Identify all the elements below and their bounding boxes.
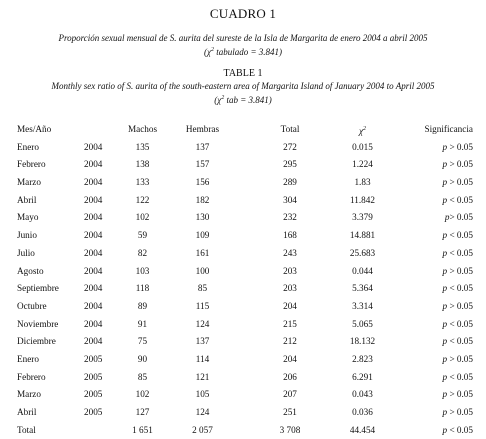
cell-significancia bbox=[418, 404, 473, 422]
cell-machos: 91 bbox=[137, 318, 148, 329]
cell-year: 2005 bbox=[84, 407, 103, 417]
cell-year: 2004 bbox=[84, 230, 103, 241]
cell-chi: 0.015 bbox=[352, 141, 373, 152]
table-row bbox=[0, 263, 486, 281]
p-symbol: p bbox=[442, 371, 448, 382]
caption-en-chi-value: tab = 3.841) bbox=[224, 95, 272, 105]
cell-significancia bbox=[418, 422, 473, 439]
cell-month: Junio bbox=[17, 230, 37, 241]
cell-machos: 102 bbox=[135, 389, 150, 400]
cell-month: Octubre bbox=[17, 300, 47, 311]
cell-total: 243 bbox=[283, 247, 297, 258]
cell-chi: 14.881 bbox=[349, 230, 376, 241]
cell-machos: 102 bbox=[135, 212, 150, 223]
p-symbol: p bbox=[442, 265, 448, 276]
p-symbol: p bbox=[442, 424, 448, 435]
table-row bbox=[0, 298, 486, 316]
cell-significancia bbox=[418, 174, 473, 192]
table-row bbox=[0, 192, 486, 210]
p-value: > 0.05 bbox=[449, 212, 473, 223]
cell-hembras: 124 bbox=[195, 318, 210, 329]
cell-total: 251 bbox=[283, 407, 297, 417]
cell-total: 204 bbox=[283, 353, 297, 364]
table-row bbox=[0, 333, 486, 351]
cell-month: Total bbox=[17, 424, 36, 435]
cell-hembras: 137 bbox=[195, 141, 210, 152]
cell-total: 289 bbox=[283, 177, 297, 188]
p-value: > 0.05 bbox=[447, 407, 473, 417]
caption-en bbox=[0, 80, 486, 106]
cell-significancia bbox=[418, 209, 473, 227]
cell-hembras: 156 bbox=[195, 177, 210, 188]
cell-machos: 59 bbox=[137, 230, 148, 241]
cell-machos: 75 bbox=[137, 336, 148, 347]
table-row bbox=[0, 209, 486, 227]
cell-total: 203 bbox=[283, 265, 297, 276]
cell-year: 2004 bbox=[84, 177, 103, 188]
p-value: > 0.05 bbox=[447, 177, 473, 188]
cell-machos: 103 bbox=[135, 265, 150, 276]
p-symbol: p bbox=[442, 336, 448, 347]
caption-en-line2 bbox=[0, 92, 486, 106]
cell-total: 212 bbox=[283, 336, 297, 347]
cell-significancia bbox=[418, 280, 473, 298]
header-hembras: Hembras bbox=[185, 124, 220, 134]
cell-chi: 6.291 bbox=[352, 371, 373, 382]
cell-year: 2004 bbox=[84, 212, 103, 223]
cell-hembras: 114 bbox=[195, 353, 210, 364]
cell-month: Diciembre bbox=[17, 336, 56, 347]
cell-machos: 122 bbox=[135, 194, 150, 205]
p-value: > 0.05 bbox=[447, 159, 473, 170]
p-value: < 0.05 bbox=[447, 318, 473, 329]
p-value: > 0.05 bbox=[447, 141, 473, 152]
cell-month: Agosto bbox=[17, 265, 44, 276]
cell-total: 207 bbox=[283, 389, 297, 400]
p-value: > 0.05 bbox=[447, 389, 473, 400]
caption-es-chi-sup: 2 bbox=[210, 47, 214, 53]
p-symbol: p bbox=[442, 230, 448, 241]
p-symbol: p bbox=[442, 283, 448, 294]
table-row bbox=[0, 351, 486, 369]
p-symbol: p bbox=[442, 141, 448, 152]
cell-chi: 0.036 bbox=[352, 407, 373, 417]
cell-significancia bbox=[418, 227, 473, 245]
cell-chi: 0.043 bbox=[352, 389, 373, 400]
p-symbol: p bbox=[442, 300, 448, 311]
cell-total: 206 bbox=[283, 371, 297, 382]
header-total: Total bbox=[280, 124, 300, 134]
cell-month: Julio bbox=[17, 247, 35, 258]
header-machos: Machos bbox=[127, 124, 158, 134]
p-symbol: p bbox=[444, 212, 450, 223]
cell-machos: 1 651 bbox=[132, 424, 153, 435]
cell-total: 3 708 bbox=[279, 424, 301, 435]
cell-hembras: 182 bbox=[195, 194, 210, 205]
cell-year: 2004 bbox=[84, 265, 103, 276]
caption-es-chi-value: tabulado = 3.841) bbox=[213, 47, 283, 57]
cell-machos: 89 bbox=[137, 300, 148, 311]
cell-significancia bbox=[418, 139, 473, 157]
p-value: < 0.05 bbox=[447, 194, 473, 205]
header-chi-symbol: χ bbox=[358, 126, 364, 137]
cell-machos: 82 bbox=[137, 247, 148, 258]
caption-es bbox=[0, 32, 486, 58]
p-value: < 0.05 bbox=[447, 336, 473, 347]
table-title-es: CUADRO 1 bbox=[209, 6, 277, 21]
cell-hembras: 109 bbox=[195, 230, 210, 241]
table-body bbox=[0, 139, 486, 439]
cell-total: 232 bbox=[283, 212, 297, 223]
cell-year: 2005 bbox=[84, 371, 103, 382]
p-value: > 0.05 bbox=[447, 300, 473, 311]
cell-chi: 2.823 bbox=[352, 353, 373, 364]
p-symbol: p bbox=[442, 407, 448, 417]
cell-hembras: 157 bbox=[195, 159, 210, 170]
cell-month: Abril bbox=[17, 407, 37, 417]
caption-en-line1: Monthly sex ratio of S. aurita of the south-eastern area of Margarita Island of January 2004 to April 2005 bbox=[51, 81, 435, 91]
cell-machos: 118 bbox=[135, 283, 150, 294]
cell-total: 295 bbox=[283, 159, 297, 170]
caption-es-line1: Proporción sexual mensual de S. aurita del sureste de la Isla de Margarita de enero 2004 a abril 2005 bbox=[58, 33, 428, 43]
cell-hembras: 85 bbox=[197, 283, 208, 294]
cell-hembras: 130 bbox=[195, 212, 210, 223]
cell-significancia bbox=[418, 316, 473, 334]
cell-hembras: 2 057 bbox=[192, 424, 213, 435]
table-title-en: TABLE 1 bbox=[223, 68, 263, 79]
cell-machos: 127 bbox=[135, 407, 150, 417]
cell-month: Enero bbox=[17, 353, 39, 364]
cell-chi: 3.314 bbox=[352, 300, 373, 311]
caption-es-paren: ( bbox=[203, 47, 207, 57]
table-total-row bbox=[0, 422, 486, 439]
p-value: < 0.05 bbox=[447, 371, 473, 382]
p-symbol: p bbox=[442, 194, 448, 205]
cell-machos: 90 bbox=[137, 353, 148, 364]
cell-chi: 0.044 bbox=[352, 265, 373, 276]
cell-total: 204 bbox=[283, 300, 297, 311]
header-significancia: Significancia bbox=[424, 124, 473, 134]
cell-chi: 5.065 bbox=[352, 318, 373, 329]
cell-significancia bbox=[418, 156, 473, 174]
p-symbol: p bbox=[442, 159, 448, 170]
header-mes: Mes/Año bbox=[17, 124, 52, 134]
p-value: < 0.05 bbox=[447, 247, 473, 258]
p-symbol: p bbox=[442, 247, 448, 258]
cell-significancia bbox=[418, 333, 473, 351]
cell-significancia bbox=[418, 263, 473, 281]
table-row bbox=[0, 369, 486, 387]
cell-hembras: 161 bbox=[195, 247, 210, 258]
caption-en-chi-sup: 2 bbox=[221, 95, 225, 101]
cell-year: 2004 bbox=[84, 336, 103, 347]
p-symbol: p bbox=[442, 353, 448, 364]
cell-chi: 3.379 bbox=[352, 212, 373, 223]
cell-hembras: 137 bbox=[195, 336, 210, 347]
p-symbol: p bbox=[442, 177, 448, 188]
caption-en-chi: χ bbox=[217, 95, 222, 105]
cell-total: 304 bbox=[283, 194, 297, 205]
cell-machos: 85 bbox=[137, 371, 148, 382]
cell-machos: 133 bbox=[135, 177, 150, 188]
sex-ratio-table bbox=[0, 121, 486, 439]
table-row bbox=[0, 316, 486, 334]
cell-chi: 1.83 bbox=[354, 177, 371, 188]
cell-significancia bbox=[418, 192, 473, 210]
cell-month: Abril bbox=[17, 194, 37, 205]
cell-total: 215 bbox=[283, 318, 297, 329]
table-row bbox=[0, 386, 486, 404]
caption-es-chi: χ bbox=[206, 47, 211, 57]
caption-en-paren: ( bbox=[214, 95, 218, 105]
cell-chi: 1.224 bbox=[352, 159, 373, 170]
cell-year: 2005 bbox=[84, 389, 103, 400]
p-symbol: p bbox=[442, 389, 448, 400]
cell-machos: 138 bbox=[135, 159, 150, 170]
table-row bbox=[0, 174, 486, 192]
p-symbol: p bbox=[442, 318, 448, 329]
header-chi-sup: 2 bbox=[363, 126, 367, 132]
cell-significancia bbox=[418, 351, 473, 369]
table-row bbox=[0, 227, 486, 245]
cell-year: 2004 bbox=[84, 247, 103, 258]
cell-total: 203 bbox=[283, 283, 297, 294]
cell-machos: 135 bbox=[135, 141, 150, 152]
cell-year: 2004 bbox=[84, 159, 103, 170]
table-row bbox=[0, 404, 486, 422]
cell-month: Noviembre bbox=[17, 318, 59, 329]
p-value: > 0.05 bbox=[447, 353, 473, 364]
cell-hembras: 105 bbox=[195, 389, 210, 400]
cell-year: 2004 bbox=[84, 300, 103, 311]
cell-year: 2004 bbox=[84, 194, 103, 205]
cell-chi: 18.132 bbox=[349, 336, 376, 347]
cell-month: Enero bbox=[17, 141, 39, 152]
cell-chi: 25.683 bbox=[349, 247, 376, 258]
cell-total: 168 bbox=[283, 230, 297, 241]
cell-chi: 44.454 bbox=[349, 424, 376, 435]
cell-significancia bbox=[418, 386, 473, 404]
cell-year: 2004 bbox=[84, 318, 103, 329]
cell-year: 2004 bbox=[84, 141, 103, 152]
table-row bbox=[0, 245, 486, 263]
cell-chi: 11.842 bbox=[350, 194, 375, 205]
caption-es-line2 bbox=[0, 44, 486, 58]
cell-year: 2005 bbox=[84, 353, 103, 364]
table-row bbox=[0, 139, 486, 157]
cell-significancia bbox=[418, 298, 473, 316]
cell-month: Marzo bbox=[17, 177, 41, 188]
cell-month: Febrero bbox=[17, 159, 46, 170]
cell-hembras: 115 bbox=[195, 300, 210, 311]
p-value: > 0.05 bbox=[447, 265, 473, 276]
cell-month: Mayo bbox=[17, 212, 39, 223]
table-row bbox=[0, 280, 486, 298]
p-value: < 0.05 bbox=[447, 424, 473, 435]
table-header-row bbox=[0, 121, 486, 139]
p-value: < 0.05 bbox=[447, 283, 473, 294]
cell-year: 2004 bbox=[84, 283, 103, 294]
cell-significancia bbox=[418, 369, 473, 387]
cell-hembras: 100 bbox=[195, 265, 210, 276]
cell-significancia bbox=[418, 245, 473, 263]
table-row bbox=[0, 156, 486, 174]
cell-hembras: 124 bbox=[195, 407, 210, 417]
cell-month: Septiembre bbox=[17, 283, 59, 294]
cell-total: 272 bbox=[283, 141, 297, 152]
cell-chi: 5.364 bbox=[352, 283, 373, 294]
cell-month: Febrero bbox=[17, 371, 46, 382]
p-value: < 0.05 bbox=[447, 230, 473, 241]
cell-month: Marzo bbox=[17, 389, 41, 400]
cell-hembras: 121 bbox=[195, 371, 210, 382]
